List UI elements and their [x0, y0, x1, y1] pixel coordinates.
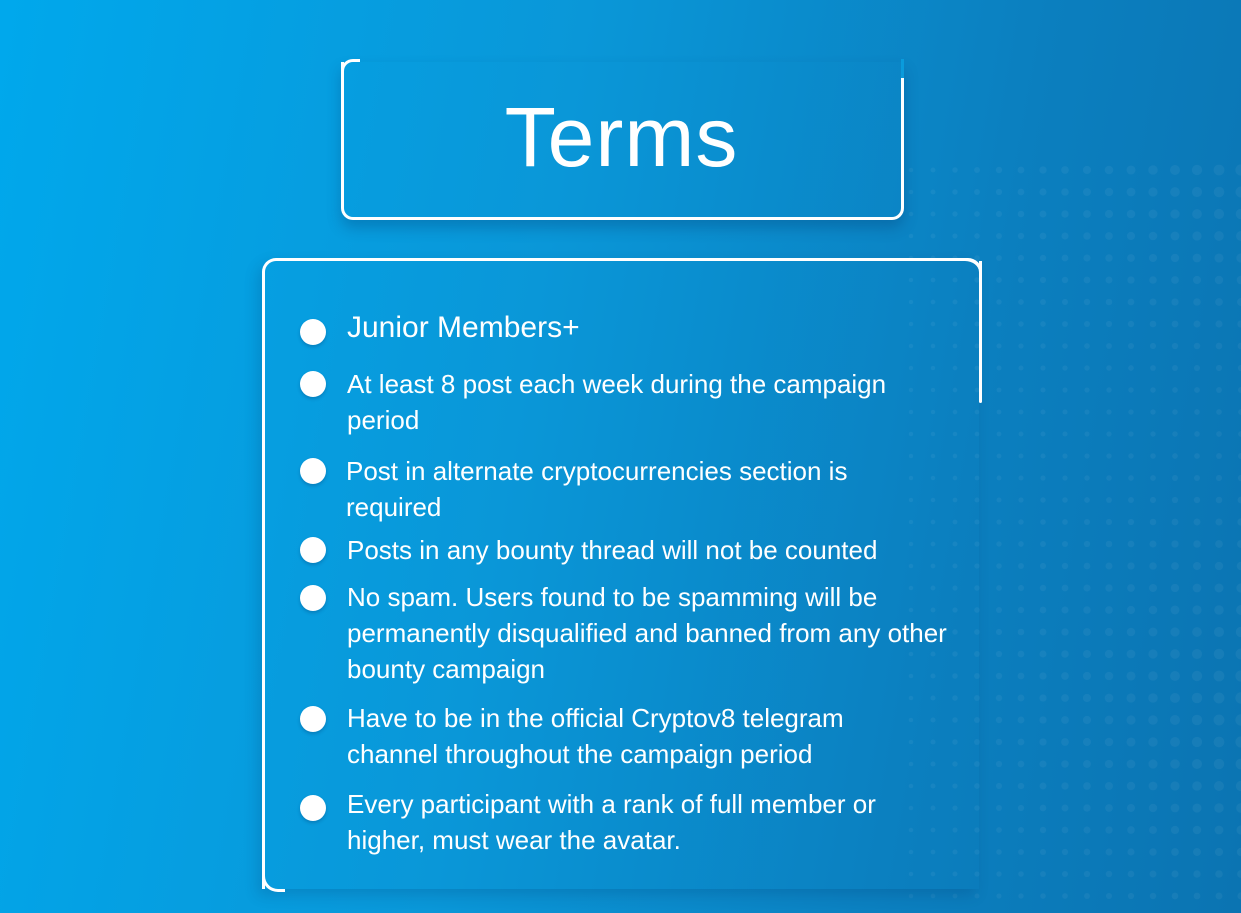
- term-text: Posts in any bounty thread will not be counted: [347, 535, 878, 565]
- term-text: Post in alternate cryptocurrencies section is required: [346, 456, 848, 522]
- term-text: No spam. Users found to be spamming will be permanently disqualified and banned from any other bounty campaign: [347, 582, 947, 684]
- term-text: Every participant with a rank of full member or higher, must wear the avatar.: [347, 789, 876, 855]
- term-text: Junior Members+: [347, 311, 580, 344]
- term-text: At least 8 post each week during the campaign period: [347, 369, 887, 435]
- bullet-icon: [300, 706, 326, 732]
- bullet-icon: [300, 585, 326, 611]
- term-text: Have to be in the official Cryptov8 telegram channel throughout the campaign period: [347, 703, 844, 769]
- bullet-icon: [300, 319, 326, 345]
- bullet-icon: [300, 458, 326, 484]
- bullet-icon: [300, 371, 326, 397]
- bullet-icon: [300, 537, 326, 563]
- page-title: Terms: [504, 90, 739, 184]
- bullet-icon: [300, 795, 326, 821]
